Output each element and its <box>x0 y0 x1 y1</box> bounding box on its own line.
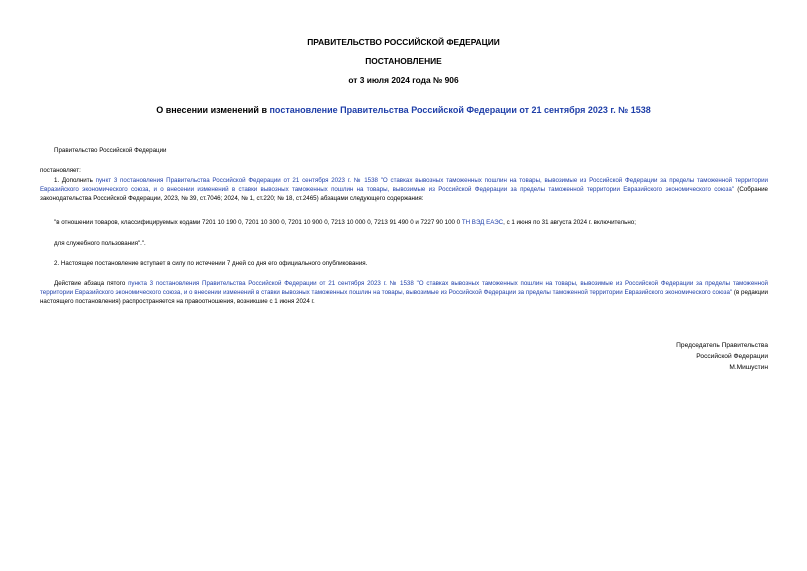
paragraph-3-text-end: (в редакции настоящего постановления) распространяется на правоотношения, возникшие с 1 июня 2024 г. <box>40 289 768 306</box>
signature-position: Председатель Правительства <box>676 342 768 349</box>
paragraph-3-text-start: Действие абзаца пятого <box>54 280 129 287</box>
decides-paragraph: постановляет: <box>40 167 81 174</box>
tn-ved-link[interactable]: ТН ВЭД ЕАЭС <box>461 219 504 226</box>
paragraph-1 <box>40 176 768 204</box>
quote-1-text-end: , с 1 июня по 31 августа 2024 г. включительно; <box>503 219 636 226</box>
issuer-paragraph: Правительство Российской Федерации <box>54 147 167 154</box>
signature-organization: Российской Федерации <box>696 353 768 360</box>
quote-1-text-start: "в отношении товаров, классифицируемых кодами 7201 10 190 0, 7201 10 300 0, 7201 10 900 0, 7213 10 000 0, 7213 91 490 0 и 7227 90 100 0 <box>54 219 462 226</box>
paragraph-2: 2. Настоящее постановление вступает в силу по истечении 7 дней со дня его официального опубликования. <box>54 260 368 267</box>
title-link[interactable]: постановление Правительства Российской Федерации от 21 сентября 2023 г. № 1538 <box>269 105 651 115</box>
issuer-heading: ПРАВИТЕЛЬСТВО РОССИЙСКОЙ ФЕДЕРАЦИИ <box>307 37 500 47</box>
document-title-text: О внесении изменений в <box>156 105 270 115</box>
paragraph-3-link[interactable]: пункта 3 постановления Правительства Российской Федерации от 21 сентября 2023 г. № 1538 "О ставках вывозных таможенных пошлин на товары, вывозимые из Российской Федерации за пределы таможенной территории Евразийского экономического союза, и о внесении изменений в ставки вывозных таможенных пошлин на товары, вывозимые из Российской Федерации за пределы таможенной территории Евразийского экономического союза" <box>40 280 768 297</box>
paragraph-1-text-start: 1. Дополнить <box>54 177 96 184</box>
document-date-heading: от 3 июля 2024 года № 906 <box>348 75 459 85</box>
paragraph-3 <box>40 279 768 307</box>
signature-name: М.Мишустин <box>729 364 768 371</box>
quote-paragraph-1 <box>40 218 768 227</box>
document-title <box>0 105 807 116</box>
document-type-heading: ПОСТАНОВЛЕНИЕ <box>365 56 442 66</box>
signature-block <box>568 340 768 373</box>
quote-paragraph-2: для служебного пользования".". <box>54 240 146 247</box>
paragraph-1-text-end: (Собрание законодательства Российской Федерации, 2023, № 39, ст.7046; 2024, № 1, ст.220; № 18, ст.2465) абзацами следующего содержания: <box>40 186 768 203</box>
paragraph-1-link[interactable]: пункт 3 постановления Правительства Российской Федерации от 21 сентября 2023 г. № 1538 "О ставках вывозных таможенных пошлин на товары, вывозимые из Российской Федерации за пределы таможенной территории Евразийского экономического союза, и о внесении изменений в ставки вывозных таможенных пошлин на товары, вывозимые из Российской Федерации за пределы таможенной территории Евразийского экономического союза" <box>40 177 769 194</box>
